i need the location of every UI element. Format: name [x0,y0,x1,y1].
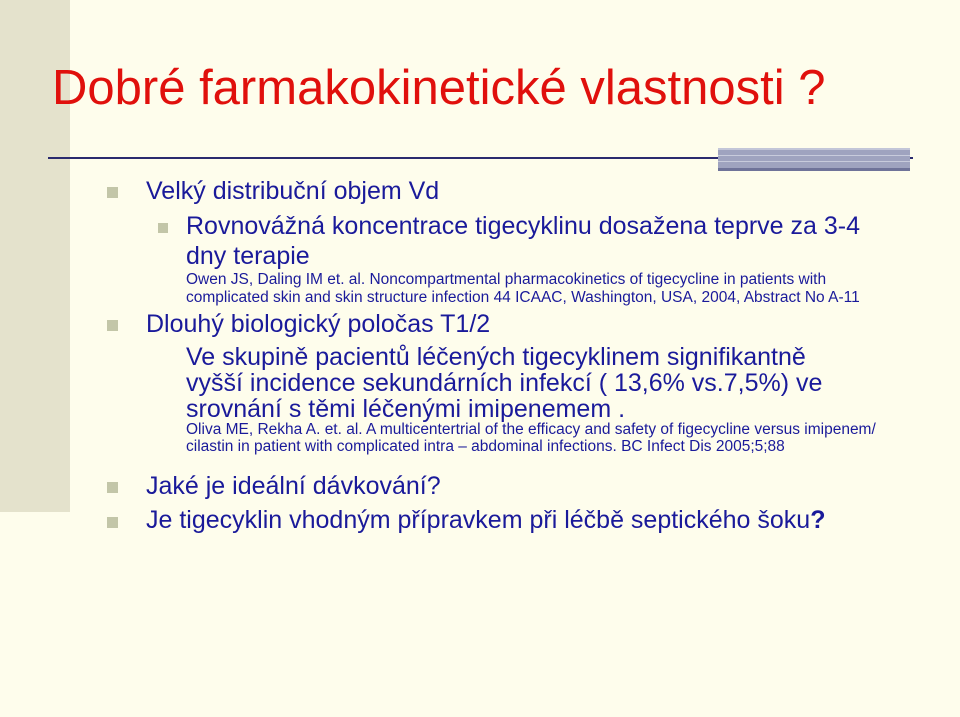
paragraph-skupina-line3: srovnání s těmi léčenými imipenemem . [186,395,626,423]
bullet-septicky [146,507,825,535]
reference-oliva-line1: Oliva ME, Rekha A. et. al. A multicentertrial of the efficacy and safety of figecycline versus imipenem/ [186,421,876,438]
reference-oliva-line2: cilastin in patient with complicated intra – abdominal infections. BC Infect Dis 2005;5;88 [186,438,785,455]
bullet-square-icon [107,320,118,331]
bullet-polocas: Dlouhý biologický poločas T1/2 [146,310,491,338]
reference-owen-line1: Owen JS, Daling IM et. al. Noncompartmental pharmacokinetics of tigecycline in patients with [186,271,827,288]
bullet-vd: Velký distribuční objem Vd [146,177,440,205]
reference-owen-line2: complicated skin and skin structure infection 44 ICAAC, Washington, USA, 2004, Abstract No A-11 [186,289,860,306]
slide-title: Dobré farmakokinetické vlastnosti ? [52,61,826,115]
bullet-septicky-question-mark: ? [810,506,826,534]
paragraph-skupina-line1: Ve skupině pacientů léčených tigecyklinem signifikantně [186,343,806,371]
bullet-davkovani: Jaké je ideální dávkování? [146,472,441,500]
bullet-square-icon [107,187,118,198]
title-rule-accent [718,148,910,171]
sub-bullet-rovnovazna-line1: Rovnovážná koncentrace tigecyklinu dosažena teprve za 3-4 [186,212,861,240]
sub-bullet-rovnovazna-line2: dny terapie [186,242,310,270]
bullet-septicky-text: Je tigecyklin vhodným přípravkem při léčbě septického šoku [146,506,811,534]
sub-bullet-square-icon [158,223,168,233]
bullet-square-icon [107,482,118,493]
bullet-square-icon [107,517,118,528]
paragraph-skupina-line2: vyšší incidence sekundárních infekcí ( 13,6% vs.7,5%) ve [186,369,823,397]
